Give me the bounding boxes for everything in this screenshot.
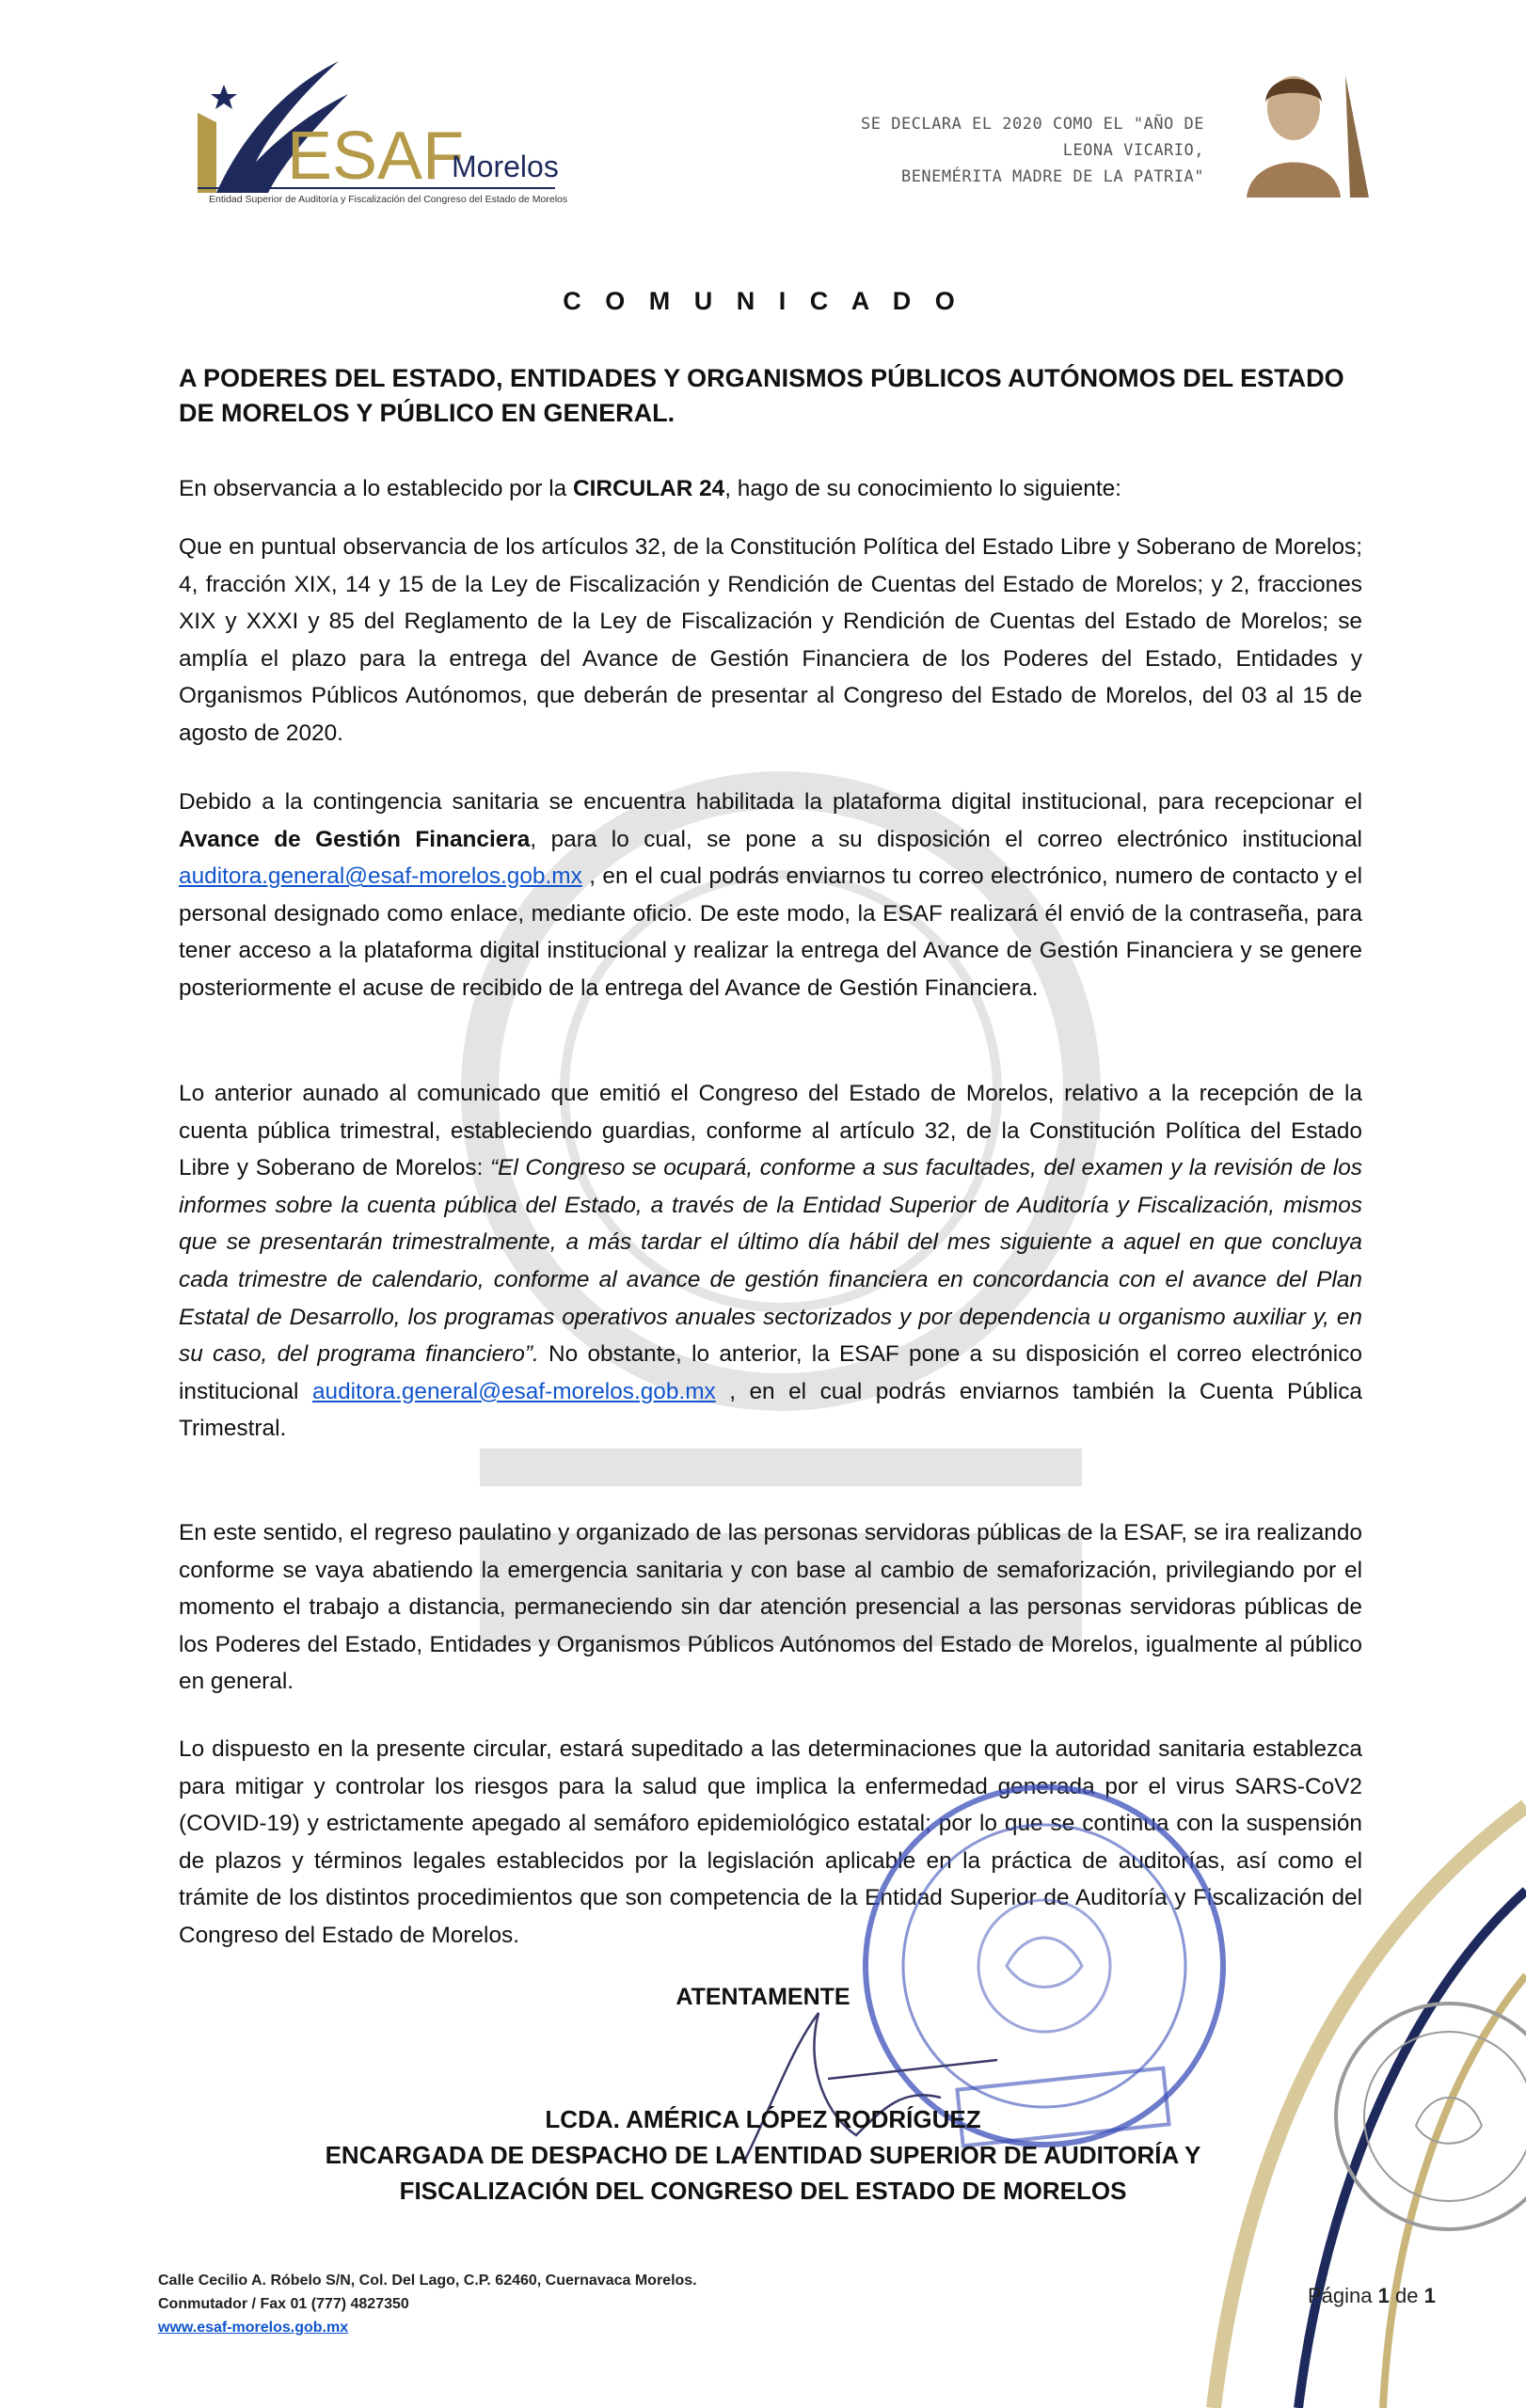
signer-name: LCDA. AMÉRICA LÓPEZ RODRÍGUEZ xyxy=(545,2105,981,2133)
footer-contact xyxy=(158,2269,697,2339)
intro-prefix: En observancia a lo establecido por la xyxy=(179,476,573,501)
email-link-2[interactable]: auditora.general@esaf-morelos.gob.mx xyxy=(311,1378,716,1404)
signer-title-line-2: FISCALIZACIÓN DEL CONGRESO DEL ESTADO DE MORELOS xyxy=(399,2177,1127,2205)
logo-state-text: Morelos xyxy=(452,150,559,183)
constitution-quote: “El Congreso se ocupará, conforme a sus facultades, del examen y la revisión de los informes sobre la cuenta pública del Estado, a través de la Entidad Superior de Auditoría y Fiscalización, mismos que se presentarán trimestralmente, a más tardar el último día hábil del mes siguiente a aquel en que concluya cada trimestre de calendario, conforme al avance de gestión financiera en concordancia con el avance del Plan Estatal de Desarrollo, los programas operativos anuales sectorizados y por dependencia u organismo auxiliar y, en su caso, del programa financiero”. xyxy=(179,1155,1362,1368)
page-number xyxy=(1308,2284,1436,2308)
signer-title xyxy=(0,2137,1526,2209)
paragraph-deadline-extension: Que en puntual observancia de los artículos 32, de la Constitución Política del Estado Libre y Soberano de Morelos; 4, fracción XIX, 14 y 15 de la Ley de Fiscalización y Rendición de Cuentas del Estado de Morelos; y 2, fracciones XIX y XXXI y 85 del Reglamento de la Ley de Fiscalización y Rendición de Cuentas del Estado de Morelos; se amplía el plazo para la entrega del Avance de Gestión Financiera de los Poderes del Estado, Entidades y Organismos Públicos Autónomos, que deberán de presentar al Congreso del Estado de Morelos, del 03 al 15 de agosto de 2020. xyxy=(179,534,1362,746)
paragraph-health-measures: Lo dispuesto en la presente circular, estará supeditado a las determinaciones que la autoridad sanitaria establezca para mitigar y controlar los riesgos para la salud que implica la enfermedad generada por el virus SARS-CoV2 (COVID-19) y estrictamente apegado al semáforo epidemiológico estatal; por lo que se continua con la suspensión de plazos y términos legales establecidos por la legislación aplicable en la práctica de auditorías, así como el trámite de los distintos procedimientos que son competencia de la Entidad Superior de Auditoría y Fiscalización del Congreso del Estado de Morelos. xyxy=(179,1736,1362,1948)
page-prefix: Página xyxy=(1308,2284,1378,2307)
page-current: 1 xyxy=(1377,2284,1390,2307)
para3-text-a: Lo anterior aunado al comunicado que emitió el Congreso del Estado de Morelos, relativo a la recepción de la cuenta pública trimestral, estableciendo guardias, conforme al artículo 32, de la Constitución Política del Estado Libre y Soberano de Morelos: xyxy=(179,1081,1362,1181)
para2-bold: Avance de Gestión Financiera xyxy=(179,826,531,852)
para2-text-b: , para lo cual, se pone a su disposición el correo electrónico institucional xyxy=(530,826,1362,852)
slogan-line-2: BENEMÉRITA MADRE DE LA PATRIA" xyxy=(900,167,1204,186)
page-total: 1 xyxy=(1423,2284,1436,2307)
year-slogan xyxy=(809,111,1204,190)
footer-website-link[interactable]: www.esaf-morelos.gob.mx xyxy=(158,2320,349,2336)
logo-tagline: Entidad Superior de Auditoría y Fiscalización del Congreso del Estado de Morelos xyxy=(209,194,568,205)
logo-brand-text: ESAF xyxy=(287,119,465,194)
circular-reference: CIRCULAR 24 xyxy=(572,476,725,501)
leona-vicario-portrait-icon xyxy=(1228,66,1378,198)
page-separator: de xyxy=(1389,2284,1424,2307)
intro-suffix: , hago de su conocimiento lo siguiente: xyxy=(724,476,1121,501)
email-link[interactable]: auditora.general@esaf-morelos.gob.mx xyxy=(179,863,582,890)
document-title: C O M U N I C A D O xyxy=(563,287,963,315)
slogan-line-1: SE DECLARA EL 2020 COMO EL "AÑO DE LEONA VICARIO, xyxy=(861,115,1204,160)
para3-text-c: , en el cual podrás enviarnos también la Cuenta Pública Trimestral. xyxy=(179,1378,1362,1442)
addressee: A PODERES DEL ESTADO, ENTIDADES Y ORGANISMOS PÚBLICOS AUTÓNOMOS DEL ESTADO DE MORELOS Y PÚBLICO EN GENERAL. xyxy=(179,364,1344,427)
paragraph-return-to-office: En este sentido, el regreso paulatino y organizado de las personas servidoras públicas de la ESAF, se ira realizando conforme se vaya abatiendo la emergencia sanitaria y con base al cambio de semaforización, privilegiando por el momento el trabajo a distancia, permaneciendo sin dar atención presencial a las personas servidoras públicas de los Poderes del Estado, Entidades y Organismos Públicos Autónomos del Estado de Morelos, igualmente al público en general. xyxy=(179,1520,1362,1695)
footer-address: Calle Cecilio A. Róbelo S/N, Col. Del Lago, C.P. 62460, Cuernavaca Morelos. xyxy=(158,2273,697,2289)
signer-title-line-1: ENCARGADA DE DESPACHO DE LA ENTIDAD SUPERIOR DE AUDITORÍA Y xyxy=(325,2141,1201,2169)
closing-salutation: ATENTAMENTE xyxy=(676,1984,850,2010)
paragraph-digital-platform xyxy=(179,784,1362,1007)
footer-phone: Conmutador / Fax 01 (777) 4827350 xyxy=(158,2296,409,2312)
paragraph-public-account xyxy=(179,1075,1362,1448)
intro-paragraph xyxy=(179,470,1362,508)
para2-text-c: , en el cual podrás enviarnos tu correo electrónico, numero de contacto y el personal designado como enlace, mediante oficio. De este modo, la ESAF realizará él envió de la contraseña, para tener acceso a la plataforma digital institucional y realizar la entrega del Avance de Gestión Financiera y se genere posteriormente el acuse de recibido de la entrega del Avance de Gestión Financiera. xyxy=(179,863,1362,1001)
para2-text-a: Debido a la contingencia sanitaria se encuentra habilitada la plataforma digital institucional, para recepcionar el xyxy=(179,789,1362,815)
para3-text-b: No obstante, lo anterior, la ESAF pone a su disposición el correo electrónico institucional xyxy=(179,1341,1362,1404)
